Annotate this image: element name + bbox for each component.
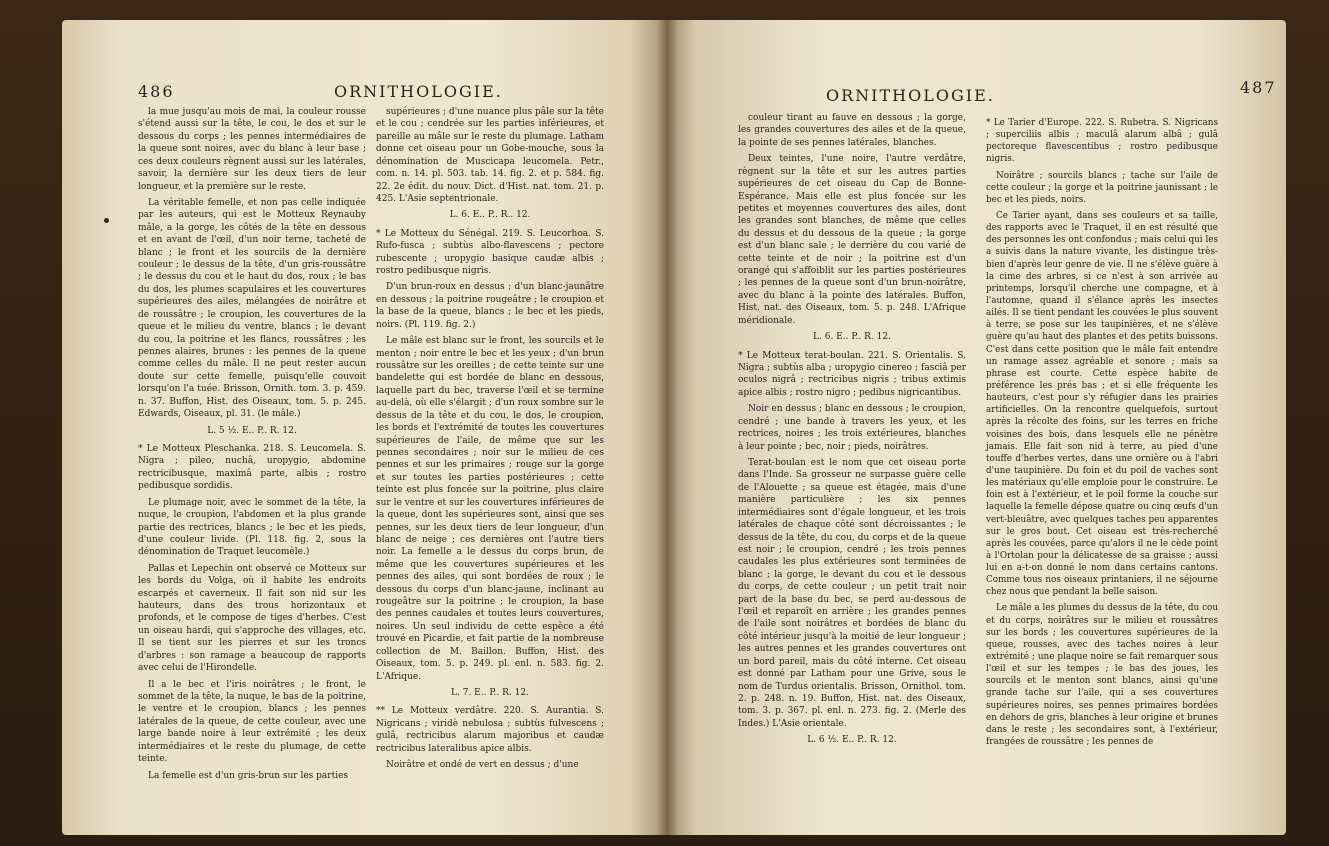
right-column-2 — [986, 112, 1218, 752]
species-entry-heading: * Le Motteux Pleschanka. 218. S. Leucomela. S. Nigra ; pileo, nuchâ, uropygio, abdomine rectricibusque, maximâ parte, albis ; rostro pedibusque sordidis. — [138, 443, 366, 492]
left-column-1 — [138, 106, 366, 786]
paragraph: Pallas et Lepechin ont observé ce Motteux sur les bords du Volga, où il habite les endroits escarpés et caverneux. Il fait son nid sur les hauteurs, dans des trous horizontaux et profonds, et le compose de tiges d'herbes. C'est un oiseau hardi, qui s'approche des villages, etc. Il se tient sur les pierres et sur les troncs d'arbres : son ramage a beaucoup de rapports avec celui de l'Hirondelle. — [138, 563, 366, 674]
paragraph: Ce Tarier ayant, dans ses couleurs et sa taille, des rapports avec le Traquet, il en est résulté que des personnes les ont confondus ; mais celui qui les a suivis dans la nature vivante, les distingue très-bien d'après leur genre de vie. Il ne s'élève guère à la cime des arbres, si ce n'est à son arrivée au printemps, lorsqu'il cherche une compagne, et à l'automne, quand il s'élance après les insectes ailés. Il se tient pendant les couvées le plus souvent à terre, se pose sur les taupinières, et ne s'élève guère qu'au haut des plantes et des petits buissons. C'est dans cette position que le mâle fait entendre un ramage assez agréable et sonore ; mais sa phrase est courte. Cette espèce habite de préférence les prés bas ; et si elle fréquente les hauteurs, c'est pour s'y réfugier dans les prairies artificielles. On la rencontre quelquefois, surtout après la récolte des foins, sur les terres en friche voisines des bois, dans lesquels elle ne pénètre jamais. Elle fait son nid à terre, au pied d'une touffe d'herbes vertes, dans une ornière ou à l'abri d'une taupinière. Du foin et du poil de vaches sont les matériaux qu'elle emploie pour le construire. Le foin est à l'extérieur, et le poil forme la couche sur laquelle la femelle dépose quatre ou cinq œufs d'un vert-bleuâtre, avec quelques taches peu apparentes sur le gros bout. Cet oiseau est très-recherché après les couvées, parce qu'alors il ne le cède point à l'Ortolan pour la délicatesse de sa graisse ; aussi lui en a-t-on donné le nom dans certains cantons. Comme tous nos oiseaux printaniers, il ne séjourne chez nous que pendant la belle saison. — [986, 210, 1218, 598]
margin-dot — [104, 218, 109, 223]
paragraph: Terat-boulan est le nom que cet oiseau porte dans l'Inde. Sa grosseur ne surpasse guère celle de l'Alouette ; sa queue est étagée, mais d'une manière particulière ; les six pennes intermédiaires sont d'égale longueur, et les trois latérales de chaque côté sont décroissantes ; le dessus de la tête, du cou, du corps et de la queue est noir ; le croupion, cendré ; les trois pennes caudales les plus extérieures sont terminées de blanc ; la gorge, le devant du cou et le dessous du corps, de cette couleur ; un petit trait noir part de la base du bec, se perd au-dessous de l'œil et reparoît en arrière ; les grandes pennes de l'aile sont noirâtres et bordées de blanc du côté intérieur jusqu'à la moitié de leur longueur ; les autres pennes et les grandes couvertures ont un bord pareil, mais du côté interne. Cet oiseau est donné par Latham pour une Grive, sous le nom de Turdus orientalis. Brisson, Ornithol. tom. 2. p. 248. n. 19. Buffon, Hist. nat. des Oiseaux, tom. 3. p. 367. pl. enl. n. 273. fig. 2. (Merle des Indes.) L'Asie orientale. — [738, 457, 966, 729]
paragraph: D'un brun-roux en dessus ; d'un blanc-jaunâtre en dessous ; la poitrine rougeâtre ; le croupion et la base de la queue, blancs ; le bec et les pieds, noirs. (Pl. 119. fig. 2.) — [376, 282, 604, 330]
right-column-1 — [738, 112, 966, 753]
open-book — [62, 20, 1286, 835]
paragraph: supérieures ; d'une nuance plus pâle sur la tête et le cou ; cendrée sur les parties inférieures, et pareille au mâle sur le reste du plumage. Latham donne cet oiseau pour un Gobe-mouche, sous la dénomination de Muscicapa leucomela. Petr., com. n. 14. pl. 503. tab. 14. fig. 2. et p. 584. fig. 22. 2e édit. du nouv. Dict. d'Hist. nat. tom. 21. p. 425. L'Asie septentrionale. — [376, 107, 604, 204]
species-entry-heading: * Le Motteux terat-boulan. 221. S. Orientalis. S. Nigra ; subtùs alba ; uropygio cinereo ; fasciâ per oculos nigrâ ; rectricibus nigris ; tribus extimis apice albis ; rostro nigro ; pedibus nigricantibus. — [738, 350, 966, 398]
paragraph: Il a le bec et l'iris noirâtres ; le front, le sommet de la tête, la nuque, le bas de la poitrine, le ventre et le croupion, blancs ; les pennes latérales de la queue, de cette couleur, avec une large bande noire à leur extrémité ; les deux intermédiaires et le reste du plumage, de cette teinte. — [138, 679, 366, 765]
paragraph: Le mâle a les plumes du dessus de la tête, du cou et du corps, noirâtres sur le milieu et roussâtres sur les bords ; les couvertures supérieures de la queue, rousses, avec des taches noires à leur extrémité ; une plaque noire se fait remarquer sous l'œil et sur les tempes ; le bas des joues, les sourcils et le menton sont blancs, ainsi qu'une grande tache sur l'aile, qui a ses couvertures supérieures noires, ses pennes primaires bordées en dehors de gris, blanches à leur origine et brunes dans le reste ; les secondaires sont, à l'extérieur, frangées de roussâtre ; les pennes de — [986, 603, 1218, 748]
paragraph: la mue jusqu'au mois de mai, la couleur rousse s'étend aussi sur la tête, le cou, le dos et sur le dessous du corps ; les pennes intermédiaires de la queue sont noires, avec du blanc à leur base ; ces deux couleurs règnent aussi sur les latérales, savoir, la dernière sur les deux tiers de leur longueur, et la première sur le reste. — [138, 107, 366, 192]
measurement-line: L. 6. E.. P.. R. 12. — [813, 332, 891, 343]
measurement-line: L. 5 ½. E.. P.. R. 12. — [207, 425, 297, 436]
measurement-line: L. 6 ½. E.. P.. R. 12. — [807, 735, 897, 746]
right-page — [666, 20, 1286, 835]
book-gutter — [656, 20, 678, 835]
right-running-head: ORNITHOLOGIE. — [826, 86, 995, 105]
species-entry-heading: * Le Motteux du Sénégal. 219. S. Leucorhoa. S. Rufo-fusca ; subtùs albo-flavescens ; pectore rubescente ; uropygio basique caudæ albis ; rostro pedibusque nigris. — [376, 228, 604, 277]
measurement-line: L. 6. E.. P.. R.. 12. — [449, 210, 531, 221]
left-column-2 — [376, 106, 604, 776]
paragraph: Noirâtre et ondé de vert en dessus ; d'une — [386, 760, 579, 771]
species-entry-heading: * Le Tarier d'Europe. 222. S. Rubetra. S. Nigricans ; superciliis albis ; maculâ alarum albâ ; gulâ pectoreque flavescentibus ; rostro pedibusque nigris. — [986, 118, 1218, 165]
measurement-line: L. 7. E.. P.. R. 12. — [451, 687, 529, 698]
paragraph: Le plumage noir, avec le sommet de la tête, la nuque, le croupion, l'abdomen et la plus grande partie des rectrices, blancs ; le bec et les pieds, d'une couleur livide. (Pl. 118. fig. 2, sous la dénomination de Traquet leucomèle.) — [138, 497, 366, 558]
paragraph: Noir en dessus ; blanc en dessous ; le croupion, cendré ; une bande à travers les yeux, et les rectrices, noires ; les trois extérieures, blanches à leur pointe ; bec, noir ; pieds, noirâtres. — [738, 404, 966, 452]
left-page — [62, 20, 666, 835]
species-entry-heading: ** Le Motteux verdâtre. 220. S. Aurantia. S. Nigricans ; viridè nebulosa ; subtùs fulvescens ; gulâ, rectricibus alarum majoribus et caudæ rectricibus lateralibus apice albis. — [376, 706, 604, 754]
left-page-number: 486 — [138, 82, 175, 101]
left-running-head: ORNITHOLOGIE. — [334, 82, 503, 101]
paragraph: Deux teintes, l'une noire, l'autre verdâtre, règnent sur la tête et sur les autres parties supérieures de cet oiseau du Cap de Bonne-Espérance. Mais elle est plus foncée sur les petites et moyennes couvertures des ailes, dont les grandes sont blanches, de même que celles du dessus et du dessous de la queue ; la gorge est d'un blanc sale ; le derrière du cou varié de cette teinte et de noir ; la poitrine est d'un orangé qui s'affoiblit sur les parties postérieures ; les pennes de la queue sont d'un brun-noirâtre, avec du blanc à la pointe des latérales. Buffon, Hist. nat. des Oiseaux, tom. 5. p. 248. L'Afrique méridionale. — [738, 154, 966, 326]
paragraph: La femelle est d'un gris-brun sur les parties — [148, 770, 349, 781]
paragraph: La véritable femelle, et non pas celle indiquée par les auteurs, qui est le Motteux Reynauby mâle, a la gorge, les côtés de la tête en dessous et en avant de l'œil, d'un noir terne, tacheté de blanc ; le front et les sourcils de la dernière couleur ; le dessus de la tête, d'un gris-roussâtre ; le dessus du cou et le haut du dos, roux ; le bas du dos, les plumes scapulaires et les couvertures supérieures des ailes, mélangées de noirâtre et de roussâtre ; le croupion, les couvertures de la queue et le milieu du ventre, blancs ; le devant du cou, la poitrine et les flancs, roussâtres ; les pennes alaires, brunes : les pennes de la queue comme celles du mâle. Il ne peut rester aucun doute sur cette femelle, puisqu'elle couvoit lorsqu'on l'a tuée. Brisson, Ornith. tom. 3. p. 459. n. 37. Buffon, Hist. des Oiseaux, tom. 5. p. 245. Edwards, Oiseaux, pl. 31. (le mâle.) — [138, 197, 366, 420]
paragraph: Noirâtre ; sourcils blancs ; tache sur l'aile de cette couleur ; la gorge et la poitrine jaunissant ; le bec et les pieds, noirs. — [986, 170, 1218, 205]
right-page-number: 487 — [1240, 78, 1277, 97]
paragraph: Le mâle est blanc sur le front, les sourcils et le menton ; noir entre le bec et les yeux ; d'un brun roussâtre sur les oreilles ; de cette teinte sur une bandelette qui est bordée de blanc en dessous, laquelle part du bec, traverse l'œil et se termine au-delà, où elle s'élargit ; d'un roux sombre sur le dessus de la tête et du cou, le dos, le croupion, les bords et l'extrémité de toutes les couvertures supérieures de l'aile, de même que sur les pennes secondaires ; noir sur le milieu de ces pennes et sur les primaires ; rouge sur la gorge et sur toutes les parties postérieures ; cette teinte est plus foncée sur la poitrine, plus claire sur le ventre et sur les couvertures inférieures de la queue, dont les supérieures sont, ainsi que ses pennes, sur les deux tiers de leur longueur, d'un blanc de neige ; ces dernières ont l'autre tiers noir. La femelle a le dessus du corps brun, de même que les couvertures supérieures et les pennes des ailes, qui sont bordées de roux ; le dessous du corps d'un blanc-jaune, inclinant au rougeâtre sur la poitrine ; le croupion, la base des pennes caudales et toutes leurs couvertures, noires. Un seul individu de cette espèce a été trouvé en Picardie, et fait partie de la nombreuse collection de M. Baillon. Buffon, Hist. des Oiseaux, tom. 5. p. 249. pl. enl. n. 583. fig. 2. L'Afrique. — [376, 336, 604, 682]
paragraph: couleur tirant au fauve en dessous ; la gorge, les grandes couvertures des ailes et de la queue, la pointe de ses pennes latérales, blanches. — [738, 113, 966, 148]
